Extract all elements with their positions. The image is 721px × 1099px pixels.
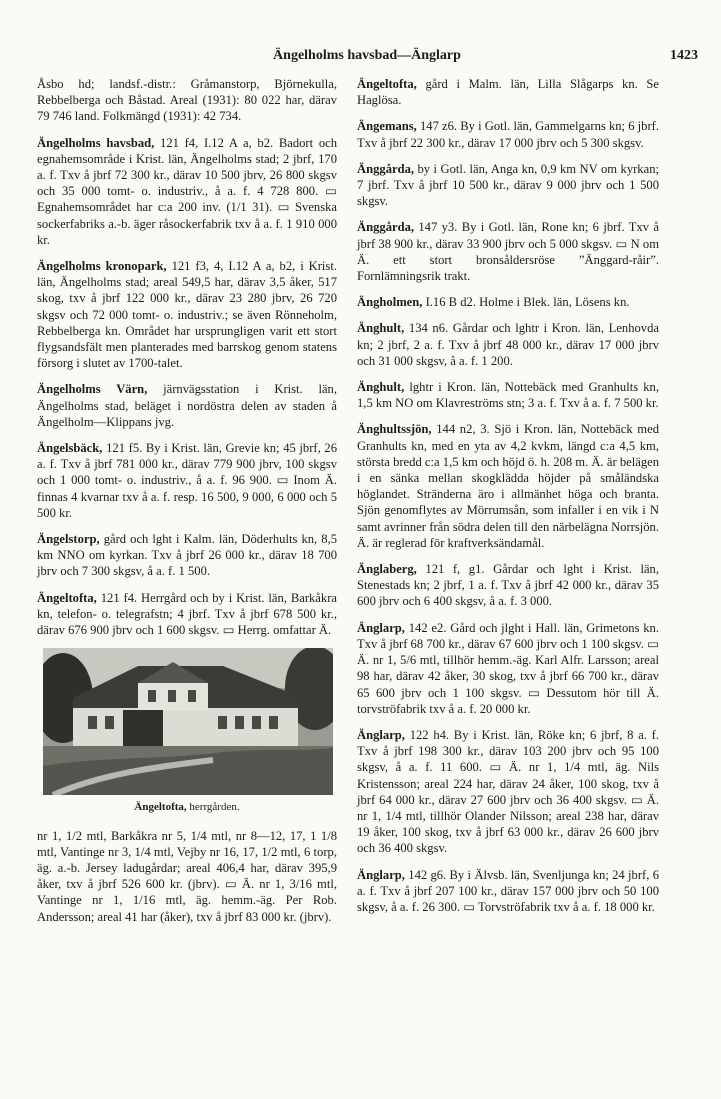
entry-text: 121 f3, 4, I.12 A a, b2, i Krist. län, Ängelholms stad; areal 549,5 har, därav 3,5 åker, 517 skog, txv å jbrf 122 000 kr., därav 23 280 jbrv, 26 720 skgsv och 72 000 tomt- o. industriv.; se även Rönneholm, Rebbelberga kn. Området har ursprungligen varit ett stort flygsandsfält men planterades med barrskog genom statens försorg i slutet av 1700-talet.: [37, 259, 337, 371]
manor-house-illustration: [43, 648, 333, 795]
entry-headword: Ängelsbäck,: [37, 441, 103, 456]
entry-text: 134 n6. Gårdar och lghtr i Kron. län, Lenhovda kn; 2 jbrf, 2 a. f. Txv å jbrf 48 000 kr., därav 17 000 jbrv och 31 000 skgsv, å a. f. 1 200.: [357, 321, 659, 368]
entry-continuation: nr 1, 1/2 mtl, Barkåkra nr 5, 1/4 mtl, nr 8—12, 17, 1 1/8 mtl, Vantinge nr 3, 1/4 mtl, Vejby nr 16, 17, 1/2 mtl, 6 torp, äg. a.-b. Jersey ladugårdar; areal 406,4 har, därav 395,9 åker, txv å jbrf 526 600 kr. (jbrv). ▭ Ä. nr 1, 3/16 mtl, Vantinge nr 1, 1/16 mtl, äg. hemm.-äg. Per Rob. Andersson; areal 41 har (åker), txv å jbrf 83 000 kr. (jbrv).: [37, 828, 337, 924]
dictionary-entry: [37, 135, 337, 248]
entry-text: gård och lght i Kalm. län, Döderhults kn, 8,5 km NNO om kyrkan. Txv å jbrf 26 000 kr., därav 18 700 jbrv och 7 300 skgsv, å a. f. 1 500.: [37, 532, 337, 579]
entry-text: 121 f5. By i Krist. län, Grevie kn; 45 jbrf, 26 a. f. Txv å jbrf 781 000 kr., därav 779 900 jbrv, 100 skgsv och 1 000 tomt- o. industriv., å a. f. 96 900. ▭ Inom Ä. finnas 4 kvarnar txv å a. f. resp. 16 500, 9 000, 6 000 och 5 500 kr.: [37, 441, 337, 520]
entry-text: I.16 B d2. Holme i Blek. län, Lösens kn.: [425, 295, 630, 310]
dictionary-entry: [357, 620, 659, 717]
page-number: 1423: [670, 48, 698, 63]
dictionary-entry: [357, 118, 659, 150]
entry-headword: Änggårda,: [357, 161, 415, 176]
entry-headword: Änghultssjön,: [357, 422, 432, 437]
dictionary-entry: [37, 590, 337, 639]
dictionary-entry: [357, 379, 659, 411]
entry-text: 121 f, g1. Gårdar och lght i Krist. län, Stenestads kn; 2 jbrf, 1 a. f. Txv å jbrf 42 000 kr., därav 35 600 jbrv och 6 400 skgsv, å a. f. 3 000.: [357, 562, 660, 609]
entry-headword: Änglarp,: [357, 620, 405, 635]
entry-text: Åsbo hd; landsf.-distr.: Gråmanstorp, Björnekulla, Rebbelberga och Båstad. Areal (1931): 80 022 har, därav 79 746 land. Folkmängd (1931): 42 734.: [37, 77, 337, 124]
entry-headword: Ängeltofta,: [357, 77, 417, 91]
dictionary-entry: [357, 867, 659, 916]
entry-headword: Ängelstorp,: [37, 532, 100, 547]
entry-headword: Ängelholms kronopark,: [37, 259, 167, 274]
entry-text: gård i Malm. län, Lilla Slågarps kn. Se Haglösa.: [357, 77, 659, 108]
dictionary-entry: [357, 76, 659, 108]
entry-text: järnvägsstation i Krist. län, Ängelholms stad, beläget i nordöstra delen av staden å Ängelholm—Klippans jvg.: [37, 382, 337, 429]
entry-text: 121 f4, I.12 A a, b2. Badort och egnahemsområde i Krist. län, Ängelholms stad; 2 jbrf, 170 a. f. Txv å jbrf 72 300 kr., därav 10 500 jbrv, 26 800 skgsv och 35 000 tomt- o. industriv., å a. f. 4 728 800. ▭ Egnahemsområdet har c:a 200 inv. (1/1 31). ▭ Svenska sockerfabriks a.-b. äger råsockerfabrik txv å a. f. 1 910 000 kr.: [37, 135, 337, 247]
entry-headword: Ängelholms havsbad,: [37, 135, 155, 150]
left-entries: [37, 76, 337, 638]
running-title: Ängelholms havsbad—Änglarp: [273, 48, 461, 63]
right-column: [357, 76, 659, 925]
entry-text: 122 h4. By i Krist. län, Röke kn; 6 jbrf, 8 a. f. Txv å jbrf 198 300 kr., därav 103 200 jbrv och 95 100 skgsv, å a. f. 11 600. ▭ Ä. nr 1, 1/4 mtl, äg. Nils Kristensson; areal 224 har, därav 24 åker, 100 skog, txv å jbrf 64 000 kr., därav 27 600 jbrv och 36 400 skgsv. ▭ Ä. nr 1, 1/4 mtl, tillhör Olander Nilsson; areal 238 har, därav 19 åker, 100 skog, txv å jbrf 63 000 kr., därav 26 600 jbrv och 36 400 skgsv.: [357, 727, 659, 856]
entry-text: by i Gotl. län, Anga kn, 0,9 km NV om kyrkan; 7 jbrf. Txv å jbrf 10 500 kr., därav 9 000 jbrv och 1 500 skgsv.: [357, 161, 659, 209]
entry-text: 147 z6. By i Gotl. län, Gammelgarns kn; 6 jbrf. Txv å jbrf 22 300 kr., därav 17 000 jbrv och 5 300 skgsv.: [357, 119, 659, 150]
manor-photo: [43, 648, 333, 795]
entry-headword: Änghult,: [357, 321, 405, 336]
dictionary-entry: [357, 219, 659, 284]
caption-title: Ängeltofta,: [134, 801, 187, 814]
left-column: [37, 76, 337, 925]
dictionary-entry: [37, 76, 337, 125]
dictionary-entry: [37, 258, 337, 371]
page-header: [36, 48, 698, 68]
dictionary-entry: [357, 294, 659, 310]
dictionary-entry: [357, 727, 659, 857]
entry-text: 147 y3. By i Gotl. län, Rone kn; 6 jbrf. Txv å jbrf 38 900 kr., därav 33 900 jbrv och 5 000 skgsv. ▭ N om Ä. ett stort bronsåldersröse ”Änggard-råir”. Fornlämningsrik trakt.: [357, 220, 659, 284]
entry-headword: Ängeltofta,: [37, 590, 97, 605]
entry-text: 142 e2. Gård och jlght i Hall. län, Grimetons kn. Txv å jbrf 68 700 kr., därav 67 600 jbrv och 1 100 skgsv. ▭ Ä. nr 1, 5/6 mtl, tillhör hemm.-äg. Karl Alfr. Larsson; areal 98 har, därav 42 åker, 30 skog, txv å jbrf 66 700 kr., därav 65 600 jbrv och 1 100 skgsv. ▭ Dessutom hör till Ä. torvströfabrik txv å a. f. 20 000 kr.: [357, 620, 659, 716]
caption-text: herrgården.: [189, 801, 240, 814]
dictionary-entry: [357, 320, 659, 369]
entry-headword: Ängemans,: [357, 119, 417, 134]
photo-caption: [37, 799, 337, 815]
dictionary-entry: [37, 440, 337, 521]
entry-headword: Änggårda,: [357, 220, 415, 235]
entry-headword: Änglarp,: [357, 867, 405, 882]
entry-text: 144 n2, 3. Sjö i Kron. län, Nottebäck med Granhults kn, med en yta av 4,2 kvkm, längd c:a 4,5 km, största bredd c:a 1,5 km och höjd ö. h. 208 m. Ä. är belägen i en sänka mellan skogklädda höjder på småländska höglandet. Stränderna äro i allmänhet höga och branta. Sjön genomflytes av Mörrumsån, som infaller i en vik i N samt avrinner från södra delen till den närbelägna Norrsjön. Ä. är reglerad för kraftverksändamål.: [357, 422, 659, 550]
dictionary-entry: [37, 531, 337, 580]
dictionary-entry: [357, 161, 659, 210]
entry-text: 142 g6. By i Älvsb. län, Svenljunga kn; 24 jbrf, 6 a. f. Txv å jbrf 207 100 kr., därav 157 000 jbrv och 50 100 skgsv, å a. f. 26 300. ▭ Torvströfabrik txv å a. f. 18 000 kr.: [357, 867, 659, 914]
entry-headword: Änglarp,: [357, 727, 405, 742]
dictionary-entry: [357, 561, 659, 610]
entry-headword: Ängholmen,: [357, 295, 423, 310]
entry-text: lghtr i Kron. län, Nottebäck med Granhults kn, 1,5 km NO om Klavreströms stn; 3 a. f. Txv å a. f. 7 500 kr.: [357, 380, 660, 411]
entry-headword: Änglaberg,: [357, 562, 417, 577]
right-entries: [357, 76, 659, 915]
entry-headword: Änghult,: [357, 380, 405, 395]
dictionary-entry: [357, 421, 659, 551]
entry-headword: Ängelholms Värn,: [37, 382, 148, 397]
entry-text: 121 f4. Herrgård och by i Krist. län, Barkåkra kn, telefon- o. telegrafstn; 4 jbrf. Txv å jbrf 678 500 kr., därav 676 900 jbrv och 1 600 skgsv. ▭ Herrg. omfattar Ä.: [37, 590, 337, 638]
dictionary-entry: [37, 381, 337, 430]
